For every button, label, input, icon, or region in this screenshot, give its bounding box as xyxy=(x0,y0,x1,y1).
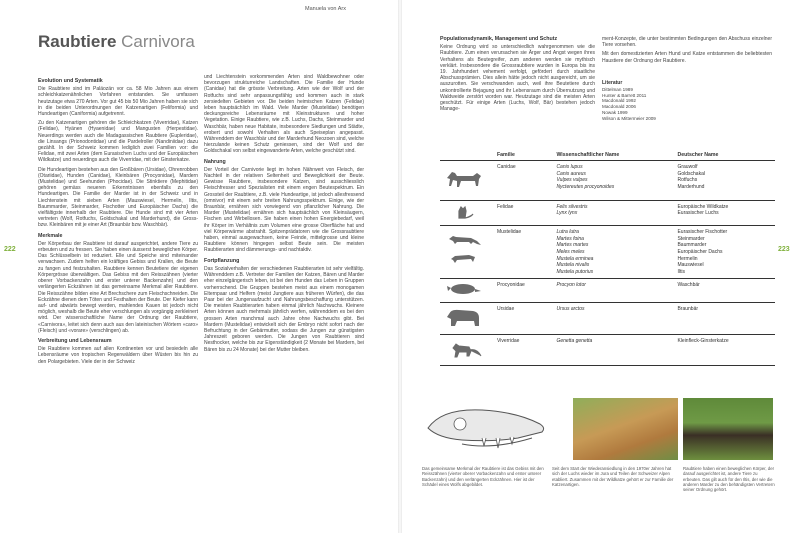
sci-name: Lutra lutra xyxy=(556,229,579,236)
header-icon-col xyxy=(440,150,494,161)
genet-silhouette-icon xyxy=(440,334,494,366)
paragraph: Die Hundeartigen bestehen aus den Großbären (Ursidae), Ohrenrobben (Otariidae), Hunden (Canidae), Kleinbären (Procyonidae), Mardern (Mustelidae) und Seehunden (Phocidae). Die Stinktiere (Mephitidae) gehören gemäss neueren Erkenntnissen ebenfalls zu den Hundeartigen. Die Familie der Marder ist in der Schweiz und in Liechtenstein mit sieben Arten (Mauswiesel, Hermelin, Iltis, Baummarder, Steinmarder, Fischotter und Europäischer Dachs) die vielfältigste innerhalb der Raubtiere. Die Hunde sind mit vier Arten vertreten (Wolf, Rotfuchs, Goldschakal und Marderhund), die Gross- bzw. Kleinbären mit je einer Art (Braunbär bzw. Waschbär). xyxy=(38,166,198,229)
sci-name: Mustela putorius xyxy=(556,268,594,275)
german-name: Braunbär xyxy=(677,305,699,312)
scientific-names xyxy=(553,302,674,334)
family-name: Felidae xyxy=(494,200,553,226)
sci-name: Mustela nivalis xyxy=(556,262,590,269)
header-scientific: Wissenschaftlicher Name xyxy=(553,150,674,161)
page-title xyxy=(38,32,195,52)
german-name: Iltis xyxy=(677,268,685,275)
german-names xyxy=(674,334,775,366)
german-name: Kleinfleck-Ginsterkatze xyxy=(677,337,729,344)
lynx-photo xyxy=(573,398,678,460)
paragraph: Keine Ordnung wird so unterschiedlich wahrgenommen wie die Raubtiere. Zum einen verursachen sie Ärger und Angst wegen ihres Verhaltens als Beutegreifer, zum anderen werden sie mythisch verklärt. Insbesondere die Grossraubtiere wurden in Europa bis ins 19. Jahrhundert vehement verfolgt, gefördert durch staatliche Abschussprämien. Dies allein hätte jedoch nicht ausgereicht, um sie auszurotten. Sie verschwanden auch, weil ihre Beutetiere durch unkontrollierte Bejagung und ihr Lebensraum durch Übernutzung und Waldweide zerstört worden war. Heutzutage sind die meisten Arten geschützt. Für einige Arten (Luchs, Wolf, Bär) bestehen jedoch Manage- xyxy=(440,44,595,113)
german-name: Goldschakal xyxy=(677,170,705,177)
table-row xyxy=(440,161,775,201)
family-name: Mustelidae xyxy=(494,226,553,279)
family-name: Canidae xyxy=(494,161,553,201)
sci-name: Genetta genetta xyxy=(556,337,593,344)
sci-name: Martes foina xyxy=(556,235,584,242)
sci-name: Lynx lynx xyxy=(556,210,578,217)
table-row xyxy=(440,302,775,334)
caption-lynx: Seit dem Start der Wiederansiedlung in den 1970er Jahren hat sich der Luchs wieder im Jura und Teilen der Schweizer Alpen etabliert. Zusammen mit der Wildkatze gehört er zur Familie der Katzenartigen. xyxy=(552,466,674,487)
left-column-1 xyxy=(38,74,198,529)
author-line: Manuela von Arx xyxy=(305,6,346,12)
caption-skull: Das gemeinsame Merkmal der Raubtiere ist das Gebiss mit den Reisszähnen (vierter oberer Vorbackenzahn und erster unterer Backenzahn) und den verlängerten Eckzähnen. Hier ist der Schädel eines Wolfs abgebildet. xyxy=(422,466,544,487)
sci-name: Nyctereutes procyonoides xyxy=(556,183,615,190)
literature-item: Macdonald 1992 xyxy=(602,98,636,104)
sci-name: Martes martes xyxy=(556,242,589,249)
page-number-left: 222 xyxy=(4,246,16,253)
wolf-silhouette-icon xyxy=(440,161,494,201)
header-family: Familie xyxy=(494,150,553,161)
literature-block xyxy=(602,80,772,122)
scientific-names xyxy=(553,334,674,366)
scientific-names xyxy=(553,161,674,201)
german-name: Eurasischer Luchs xyxy=(677,210,719,217)
table-row xyxy=(440,279,775,303)
paragraph: Die Raubtiere sind im Paläozän vor ca. 58 Mio Jahren aus einem schleichkatzenähnlichen Vorfahren entstanden. Sie umfassen heutzutage etwa 270 Arten. Vor gut 45 bis 50 Mio Jahren haben sie sich in die beiden Unterordnungen der Katzenartigen (Feliformia) und Hundeartigen (Caniformia) aufgetrennt. xyxy=(38,86,198,118)
marten-silhouette-icon xyxy=(440,226,494,279)
german-name: Rotfuchs xyxy=(677,177,698,184)
header-german: Deutscher Name xyxy=(674,150,775,161)
paragraph: ment-Konzepte, die unter bestimmten Bedingungen den Abschuss einzelner Tiere vorsehen. xyxy=(602,36,772,49)
family-name: Ursidae xyxy=(494,302,553,334)
left-column-2 xyxy=(204,74,364,529)
polecat-photo xyxy=(683,398,773,460)
sci-name: Canis aureus xyxy=(556,170,586,177)
caption-polecat: Raubtiere haben einen beweglichen Körper, der darauf ausgerichtet ist, andere Tiere zu erbeuten. Das gilt auch für den Iltis, der wie die anderen Marder zu den behändigsten Vertretern seiner Ordnung gehört. xyxy=(683,466,775,493)
page-number-right: 223 xyxy=(778,246,790,253)
scientific-names xyxy=(553,200,674,226)
section-heading: Merkmale xyxy=(38,232,63,239)
german-name: Waschbär xyxy=(677,282,700,289)
german-names xyxy=(674,302,775,334)
paragraph: und Liechtenstein vorkommenden Arten sind Waldbewohner oder bevorzugen strukturreiche Landschaften. Die Familie der Hunde (Canidae) hat die grösste Verbreitung. Arten wie der Wolf und der Rotfuchs sind sehr anpassungsfähig und kommen auch in stark zersiedelten Gebieten vor. Die beiden heimischen Katzen (Felidae) leben hauptsächlich im Wald. Viele Marder (Mustelidae) benötigen deckungsreiche Lebensräume mit Kleinstrukturen und hoher Vegetation. Einige Raubtiere, wie z.B. Luchs, Dachs, Steinmarder und Waschbär, haben neue Habitate, insbesondere Siedlungen und Städte, erobert und sowohl Verhalten als auch Speiseplan angepasst. Währenddem der Waschbär und der Marderhund Neozoen sind, welche hierzulande keinen Schutz geniessen, sind der Wolf und der Goldschakal von selbst eingewanderte Arten, welche geschützt sind. xyxy=(204,74,364,155)
german-name: Steinmarder xyxy=(677,235,705,242)
sci-name: Ursus arctos xyxy=(556,305,585,312)
german-name: Grauwolf xyxy=(677,164,698,170)
german-names xyxy=(674,161,775,201)
german-name: Europäische Wildkatze xyxy=(677,203,729,210)
section-heading: Nahrung xyxy=(204,158,226,165)
section-heading: Fortpflanzung xyxy=(204,257,240,264)
german-name: Mauswiesel xyxy=(677,262,704,269)
german-name: Europäischer Dachs xyxy=(677,248,723,255)
wolf-skull-drawing xyxy=(422,398,552,460)
literature-item: Dittelman 1989 xyxy=(602,86,633,92)
literature-item: Nowak 1999 xyxy=(602,109,628,115)
paragraph: Der Körperbau der Raubtiere ist darauf ausgerichtet, andere Tiere zu erbeuten und zu fressen. Sie haben einen äusserst beweglichen Körper. Das Schlüsselbein ist reduziert. Elle und Speiche sind miteinander verwachsen. Zudem helfen ein kräftiges Gebiss und Krallen, die Beute zu fangen und festzuhalten. Raubtiere kennen Beutetiere der eigenen Körpergrösse überwältigen. Das Gebiss mit den Reisszähnen (vierter oberer Vorbackenzahn und erster unterer Backenzahn) und den verlängerten Eckzähnen ist das gemeinsame Merkmal aller Raubtiere. Die Reisszähne bilden eine Art Brechschere zum Fleischschneiden. Die Eckzähne dienen dem Töten und Festhalten der Beute. Der Kiefer kann auf- und abwärts bewegt werden, mahlendes Kauen ist jedoch nicht möglich, weshalb die Beute eher verschlungen als vorgängig zerkleinert wird. Der wissenschaftliche Name der Ordnung der Raubtiere, «Carnivora», leitet sich denn auch aus den lateinischen Wörtern «caro» (Fleisch) und «vorare» (verschlingen) ab. xyxy=(38,240,198,334)
table-row xyxy=(440,334,775,366)
bear-silhouette-icon xyxy=(440,302,494,334)
table-row xyxy=(440,200,775,226)
sci-name: Meles meles xyxy=(556,248,585,255)
german-names xyxy=(674,279,775,303)
family-table xyxy=(440,150,775,366)
book-gutter xyxy=(398,0,402,533)
title-light: Carnivora xyxy=(121,32,195,51)
sci-name: Mustela erminea xyxy=(556,255,594,262)
sci-name: Canis lupus xyxy=(556,164,583,170)
paragraph: Der Vorteil der Carnivorie liegt im hohen Nährwert von Fleisch, der Nachteil in der relativen Seltenheit und Beweglichkeit der Beute. Gewisse Raubtiere, insbesondere Katzen, sind ausschliesslich Fleischfresser und Spezialisten mit einem engen Beutespektrum. Ein Grossteil der Raubtiere, z.B. viele Hundeartige, ist jedoch allesfressend (omnivor) mit einem sehr breiten Nahrungsspektrum. Einige, wie der Braunbär, ernähren sich vorwiegend von pflanzlicher Nahrung. Die Marder (Mustelidae) ernähren sich hauptsächlich von Kleinsäugern, Fischen und Wirbellosen. Sie haben einen hohen Energiebedarf, weil ihr Körper im Verhältnis zum Volumen eine grosse Oberfläche hat und viel Körperwärme abstrahlt. Spitzenprädatoren wie die Grossraubtiere haben, einmal ausgewachsen, keine Feinde, mittelgrosse und kleine Raubtiere können hingegen selbst Beute sein. Die meisten Raubtierarten sind dämmerungs- und nachtaktiv. xyxy=(204,166,364,254)
german-name: Eurasischer Fischotter xyxy=(677,229,728,236)
cat-silhouette-icon xyxy=(440,200,494,226)
scientific-names xyxy=(553,226,674,279)
section-heading: Evolution und Systematik xyxy=(38,78,103,84)
literature-item: Hunter & Barrett 2011 xyxy=(602,92,647,98)
family-name: Procyonidae xyxy=(494,279,553,303)
right-column-1 xyxy=(440,36,595,146)
paragraph: Zu den Katzenartigen gehören die Schleichkatzen (Viverridae), Katzen (Felidae), Hyänen (Hyaenidae) und Mangusten (Herpestidae). Neuerdings werden auch die Madagassischen Raubtiere (Eupleridae), die Linsangs (Prionodontidae) und die Pardelroller (Nandiniidae) dazu gezählt. In der Schweiz kommen lediglich zwei Familien vor: die Felidae, mit zwei Arten (dem Eurasischen Luchs und der Europäischen Wildkatze) und neuerdings auch die Viverridae, mit der Ginsterkatze. xyxy=(38,120,198,164)
german-name: Hermelin xyxy=(677,255,698,262)
section-heading: Populationsdynamik, Management und Schutz xyxy=(440,36,558,42)
sci-name: Felis silvestris xyxy=(556,203,588,210)
literature-item: Wilson & Mittermeier 2009 xyxy=(602,115,656,121)
right-column-2 xyxy=(602,36,772,66)
paragraph: Die Raubtiere kommen auf allen Kontinenten vor und besiedeln alle Lebensräume von tropischen Regenwäldern über Wüsten bis hin zu den Polargebieten. Viele der in der Schweiz xyxy=(38,346,198,365)
scientific-names xyxy=(553,279,674,303)
sci-name: Vulpes vulpes xyxy=(556,177,588,184)
family-name: Viverridae xyxy=(494,334,553,366)
table-row xyxy=(440,226,775,279)
paragraph: Das Sozialverhalten der verschiedenen Raubtierarten ist sehr vielfältig. Währenddem z.B. Vertreter der Familien der Katzen, Bären und Marder eher einzelgängerisch leben, ist bei den Hunden das Leben in Gruppen vorherrschend. Die Gruppen bestehen meist aus einem monogamen Elternpaar und Helfern (meist Jungtiere aus früheren Würfen), die das Paar bei der Jungenaufzucht und Nahrungsbeschaffung unterstützen. Die meisten Raubtierarten haben einmal jährlich Nachwuchs. Kleinere Arten können auch mehrmals jährlich werfen, währenddem es bei den grossen Arten manchmal auch Jahre ohne Nachwuchs gibt. Bei Mardern (Mustelidae) entwickelt sich der Embryo nicht sofort nach der Befruchtung in der Gebärmutter, sodass die Jungen zur günstigsten Jahreszeit geboren werden. Die Jungen von Raubtieren sind Nesthocker, welche bis zur Eigenständigkeit (2 Monate bei Mardern, bei Bären bis zu 24 Monate) bei der Mutter bleiben. xyxy=(204,265,364,353)
section-heading: Verbreitung und Lebensraum xyxy=(38,337,112,344)
literature-item: Macdonald 2006 xyxy=(602,104,636,110)
sci-name: Procyon lotor xyxy=(556,282,586,289)
german-name: Baummarder xyxy=(677,242,707,249)
literature-title: Literatur xyxy=(602,80,623,86)
german-names xyxy=(674,226,775,279)
paragraph: Mit den domestizierten Arten Hund und Katze entstammen die beliebtesten Haustiere der Ordnung der Raubtiere. xyxy=(602,51,772,64)
title-bold: Raubtiere xyxy=(38,32,117,51)
german-name: Marderhund xyxy=(677,183,705,190)
raccoon-silhouette-icon xyxy=(440,279,494,303)
table-header-row xyxy=(440,150,775,161)
german-names xyxy=(674,200,775,226)
